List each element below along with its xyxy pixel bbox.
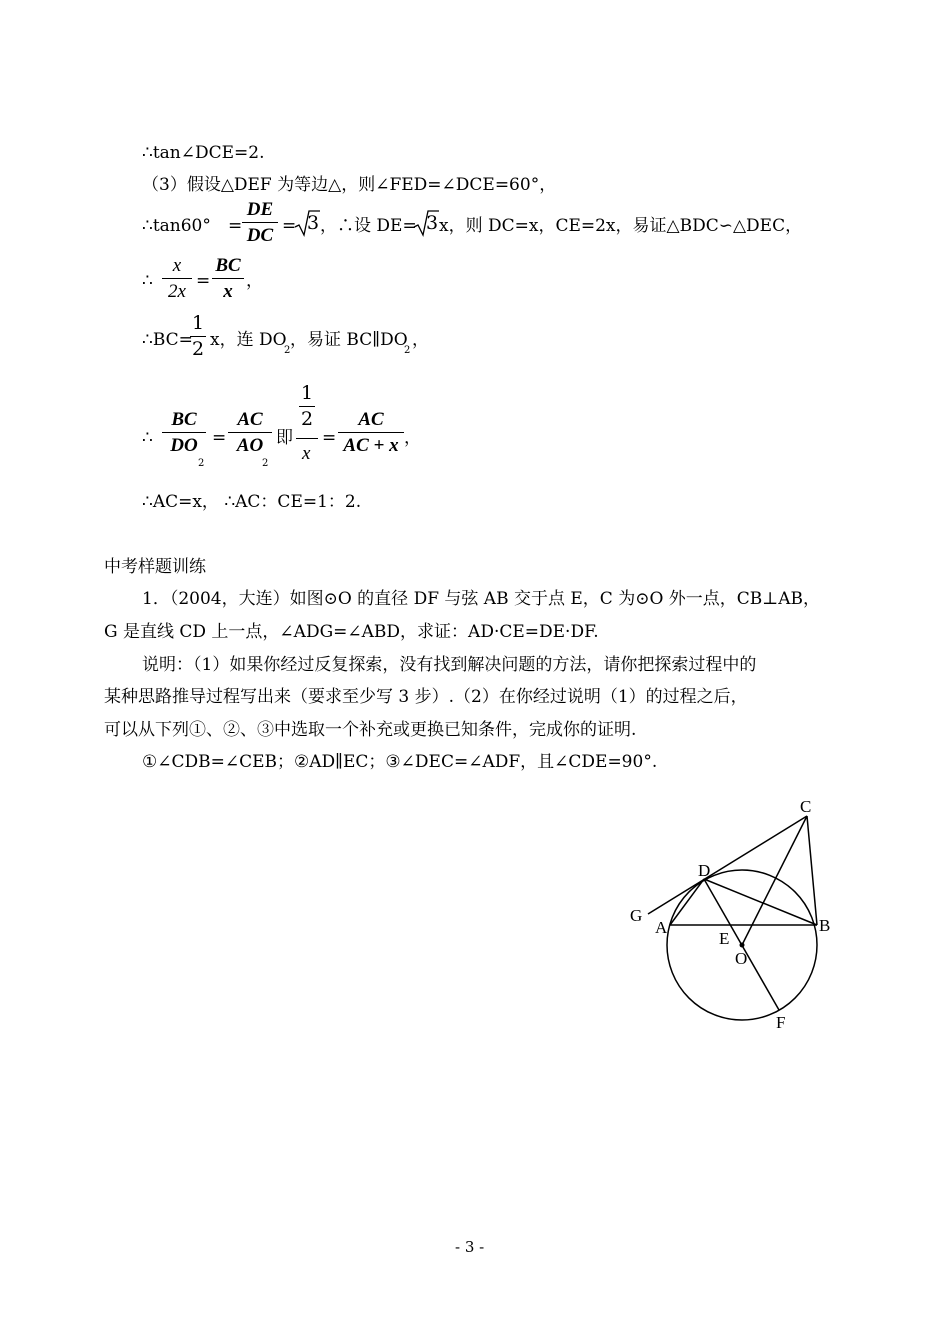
solution-line-conclusion: ∴AC=x， ∴AC：CE=1：2. [142,492,362,512]
fraction-bc-x [212,256,244,301]
fraction-bar [299,406,315,407]
label-a: A [655,918,668,937]
fraction-numerator: AC [358,409,384,430]
options-line: ①∠CDB=∠CEB；②AD∥EC；③∠DEC=∠ADF，且∠CDE=90°. [142,752,658,772]
fraction-denominator: AC + x [343,435,399,456]
fraction-numerator: BC [215,255,241,276]
fraction-bar [212,278,244,279]
comma: ， [404,428,421,448]
section-title: 中考样题训练 [104,557,206,577]
tan60-mid-text: ，∴设 DE= [320,216,417,236]
center-point [740,943,745,948]
solution-line-tan-dce: ∴tan∠DCE=2. [142,143,265,163]
therefore-symbol: ∴ [142,271,153,291]
segment-da [670,879,704,925]
equals-sign: = [212,428,227,448]
fraction-numerator: DE [246,199,274,220]
bc-prefix: ∴BC= [142,330,193,350]
subscript-2: 2 [404,345,411,356]
sqrt-radicand: 3 [426,212,439,234]
subscript-2: 2 [262,458,269,469]
problem-text-line-1: 1．（2004，大连）如图⊙O 的直径 DF 与弦 AB 交于点 E，C 为⊙O 外一点，CB⊥AB， [142,589,821,609]
fraction-bar [338,432,404,433]
tan60-suffix-text: x，则 DC=x，CE=2x，易证△BDC∽△DEC， [439,216,803,236]
comma: ， [412,330,429,350]
ji-text: 即 [276,428,293,448]
fraction-bar [162,278,192,279]
line-gc [648,816,807,914]
problem-text-line-2: G 是直线 CD 上一点，∠ADG=∠ABD，求证：AD·CE=DE·DF. [104,622,599,642]
fraction-ac-acx [338,410,404,455]
bc-parallel-text: ，易证 BC∥DO [290,330,408,350]
tan60-text: ∴tan60° [142,216,211,236]
fraction-one-half [190,314,206,359]
fraction-x-2x [162,256,192,301]
label-g: G [630,906,643,925]
equals-sign: = [196,271,211,291]
comma: ， [246,271,263,291]
fraction-numerator: 1 [300,382,314,404]
fraction-bar [296,438,318,439]
fraction-bar [242,222,278,223]
fraction-denominator: x [223,281,233,302]
bc-suffix: x，连 DO [210,330,287,350]
fraction-de-dc [242,200,278,245]
segment-db [704,879,817,925]
solution-line-assume-equilateral: （3）假设△DEF 为等边△，则∠FED=∠DCE=60°， [142,175,557,195]
label-b: B [819,916,831,935]
fraction-bar [162,432,206,433]
label-d: D [698,861,711,880]
equals-sign: = [322,428,337,448]
therefore-symbol: ∴ [142,428,153,448]
fraction-numerator: BC [171,409,197,430]
fraction-numerator: x [172,255,182,276]
fraction-denominator: 2 [300,408,314,430]
explanation-line-1: 说明：（1）如果你经过反复探索，没有找到解决问题的方法，请你把探索过程中的 [142,655,757,675]
fraction-denominator: DC [246,225,274,246]
fraction-bar [190,336,206,337]
fraction-ac-ao2 [228,410,272,455]
fraction-bc-do2 [162,410,206,455]
subscript-2: 2 [284,345,291,356]
subscript-2: 2 [198,458,205,469]
label-c: C [800,797,812,816]
geometry-figure [600,780,850,1040]
sqrt-radicand: 3 [307,212,320,234]
fraction-denominator: DO [170,435,198,456]
explanation-line-3: 可以从下列①、②、③中选取一个补充或更换已知条件，完成你的证明. [104,720,637,740]
fraction-denominator: AO [236,435,264,456]
fraction-one-half [299,384,315,429]
fraction-numerator: AC [237,409,263,430]
label-f: F [776,1013,786,1032]
fraction-bar [228,432,272,433]
explanation-line-2: 某种思路推导过程写出来（要求至少写 3 步）.（2）在你经过说明（1）的过程之后， [104,687,748,707]
equals-sign: = [228,216,243,236]
page-number: - 3 - [455,1238,485,1256]
segment-cb [807,816,817,925]
label-e: E [719,929,730,948]
fraction-denominator: x [302,443,311,464]
equals-sign: = [282,216,297,236]
fraction-denominator: 2x [168,281,186,302]
label-o: O [735,949,748,968]
fraction-denominator: 2 [191,338,205,360]
fraction-numerator: 1 [191,312,205,334]
